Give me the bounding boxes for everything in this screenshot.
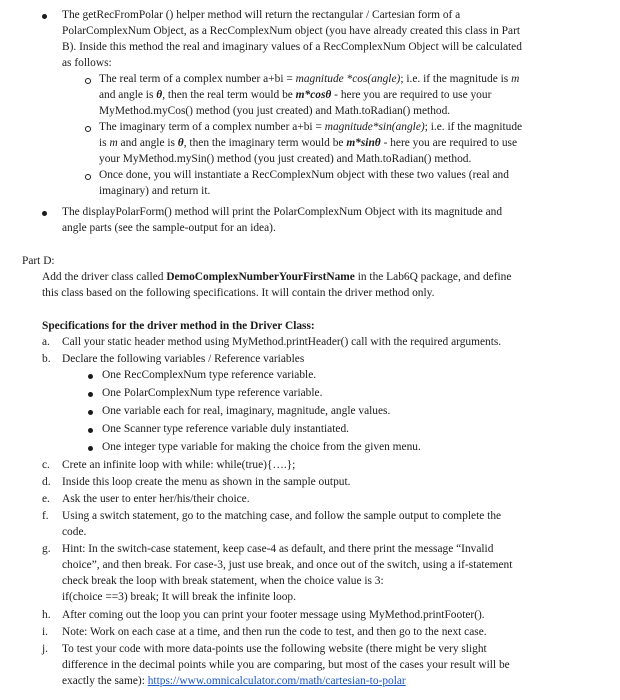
list-item-h: After coming out the loop you can print your footer message using MyMethod.printFooter(). <box>62 609 485 621</box>
list-marker: j. <box>42 643 49 655</box>
bullet-icon <box>88 446 93 451</box>
part-d-heading: Part D: <box>22 255 55 267</box>
sub-bullet-imaginary-term <box>99 119 611 167</box>
bullet-paragraph-displaypolarform <box>62 204 612 236</box>
text-line: The imaginary term of a complex number a+bi = magnitude*sin(angle); i.e. if the magnitude <box>99 121 523 133</box>
text-line: your MyMethod.mySin() method (you just created) and Math.toRadian() method. <box>99 153 472 165</box>
bullet-icon <box>88 428 93 433</box>
text-line: MyMethod.myCos() method (you just created) and Math.toRadian() method. <box>99 105 451 117</box>
circle-bullet-icon <box>85 78 91 84</box>
circle-bullet-icon <box>85 174 91 180</box>
text-line: this class based on the following specifications. It will contain the driver method only. <box>42 287 435 299</box>
list-marker: b. <box>42 353 51 365</box>
list-item-a: Call your static header method using MyMethod.printHeader() call with the required arguments. <box>62 336 502 348</box>
text-line: B). Inside this method the real and imaginary values of a RecComplexNum Object will be calculated <box>62 41 522 53</box>
variable-item: One Scanner type reference variable duly instantiated. <box>102 423 350 435</box>
variable-item: One PolarComplexNum type reference variable. <box>102 387 323 399</box>
bullet-paragraph-getrecfrompolar <box>62 7 612 71</box>
spec-heading: Specifications for the driver method in the Driver Class: <box>42 320 315 332</box>
list-marker: c. <box>42 459 50 471</box>
list-item-f: Using a switch statement, go to the matching case, and follow the sample output to complete the code. <box>62 510 502 538</box>
bullet-icon <box>88 374 93 379</box>
omnicalculator-link[interactable]: https://www.omnicalculator.com/math/cartesian-to-polar <box>147 675 406 687</box>
text-line: imaginary) and return it. <box>99 185 211 197</box>
list-marker: f. <box>42 510 49 522</box>
list-item-j: To test your code with more data-points use the following website (there might be very slight difference in the decimal points while you are comparing, but most of the cases your result will be exactly the same): https://www.omnicalculator.com/math/cartesian-to-polar <box>62 643 510 687</box>
list-item-e: Ask the user to enter her/his/their choice. <box>62 493 250 505</box>
bullet-icon <box>42 211 47 216</box>
list-item-d: Inside this loop create the menu as shown in the sample output. <box>62 476 351 488</box>
text-line: PolarComplexNum Object, as a RecComplexNum object (you have already created this class in Part <box>62 25 521 37</box>
list-marker: a. <box>42 336 50 348</box>
text-line: Add the driver class called DemoComplexNumberYourFirstName in the Lab6Q package, and define <box>42 271 512 283</box>
text-line: Once done, you will instantiate a RecComplexNum object with these two values (real and <box>99 169 509 181</box>
text-line: and angle is θ, then the real term would be m*cosθ - here you are required to use your <box>99 89 492 101</box>
variable-item: One RecComplexNum type reference variable. <box>102 369 317 381</box>
list-item-b: Declare the following variables / Reference variables <box>62 353 305 365</box>
variable-item: One variable each for real, imaginary, magnitude, angle values. <box>102 405 391 417</box>
list-marker: h. <box>42 609 51 621</box>
list-item-c: Crete an infinite loop with while: while(true){….}; <box>62 459 296 471</box>
list-item-i: Note: Work on each case at a time, and then run the code to test, and then go to the next case. <box>62 626 487 638</box>
text-line: angle parts (see the sample-output for an idea). <box>62 222 276 234</box>
list-marker: e. <box>42 493 50 505</box>
text-line: The getRecFromPolar () helper method will return the rectangular / Cartesian form of a <box>62 9 461 21</box>
bullet-icon <box>42 14 47 19</box>
circle-bullet-icon <box>85 126 91 132</box>
list-item-g: Hint: In the switch-case statement, keep case-4 as default, and there print the message “Invalid choice”, and then break. For case-3, just use break, and once out of the switch, using a if-statement check break the loop with break statement, when the choice value is 3: if(choice ==3) break; It will break the infinite loop. <box>62 543 513 603</box>
text-line: The displayPolarForm() method will print the PolarComplexNum Object with its magnitude and <box>62 206 503 218</box>
sub-bullet-real-term <box>99 71 611 119</box>
sub-bullet-instantiate <box>99 167 611 199</box>
text-line: The real term of a complex number a+bi = magnitude *cos(angle); i.e. if the magnitude is m <box>99 73 520 85</box>
text-line: is m and angle is θ, then the imaginary term would be m*sinθ - here you are required to use <box>99 137 518 149</box>
bullet-icon <box>88 410 93 415</box>
list-marker: d. <box>42 476 51 488</box>
bullet-icon <box>88 392 93 397</box>
text-line: as follows: <box>62 57 112 69</box>
list-marker: i. <box>42 626 49 638</box>
list-marker: g. <box>42 543 51 555</box>
variable-item: One integer type variable for making the choice from the given menu. <box>102 441 421 453</box>
part-d-intro <box>42 269 614 301</box>
